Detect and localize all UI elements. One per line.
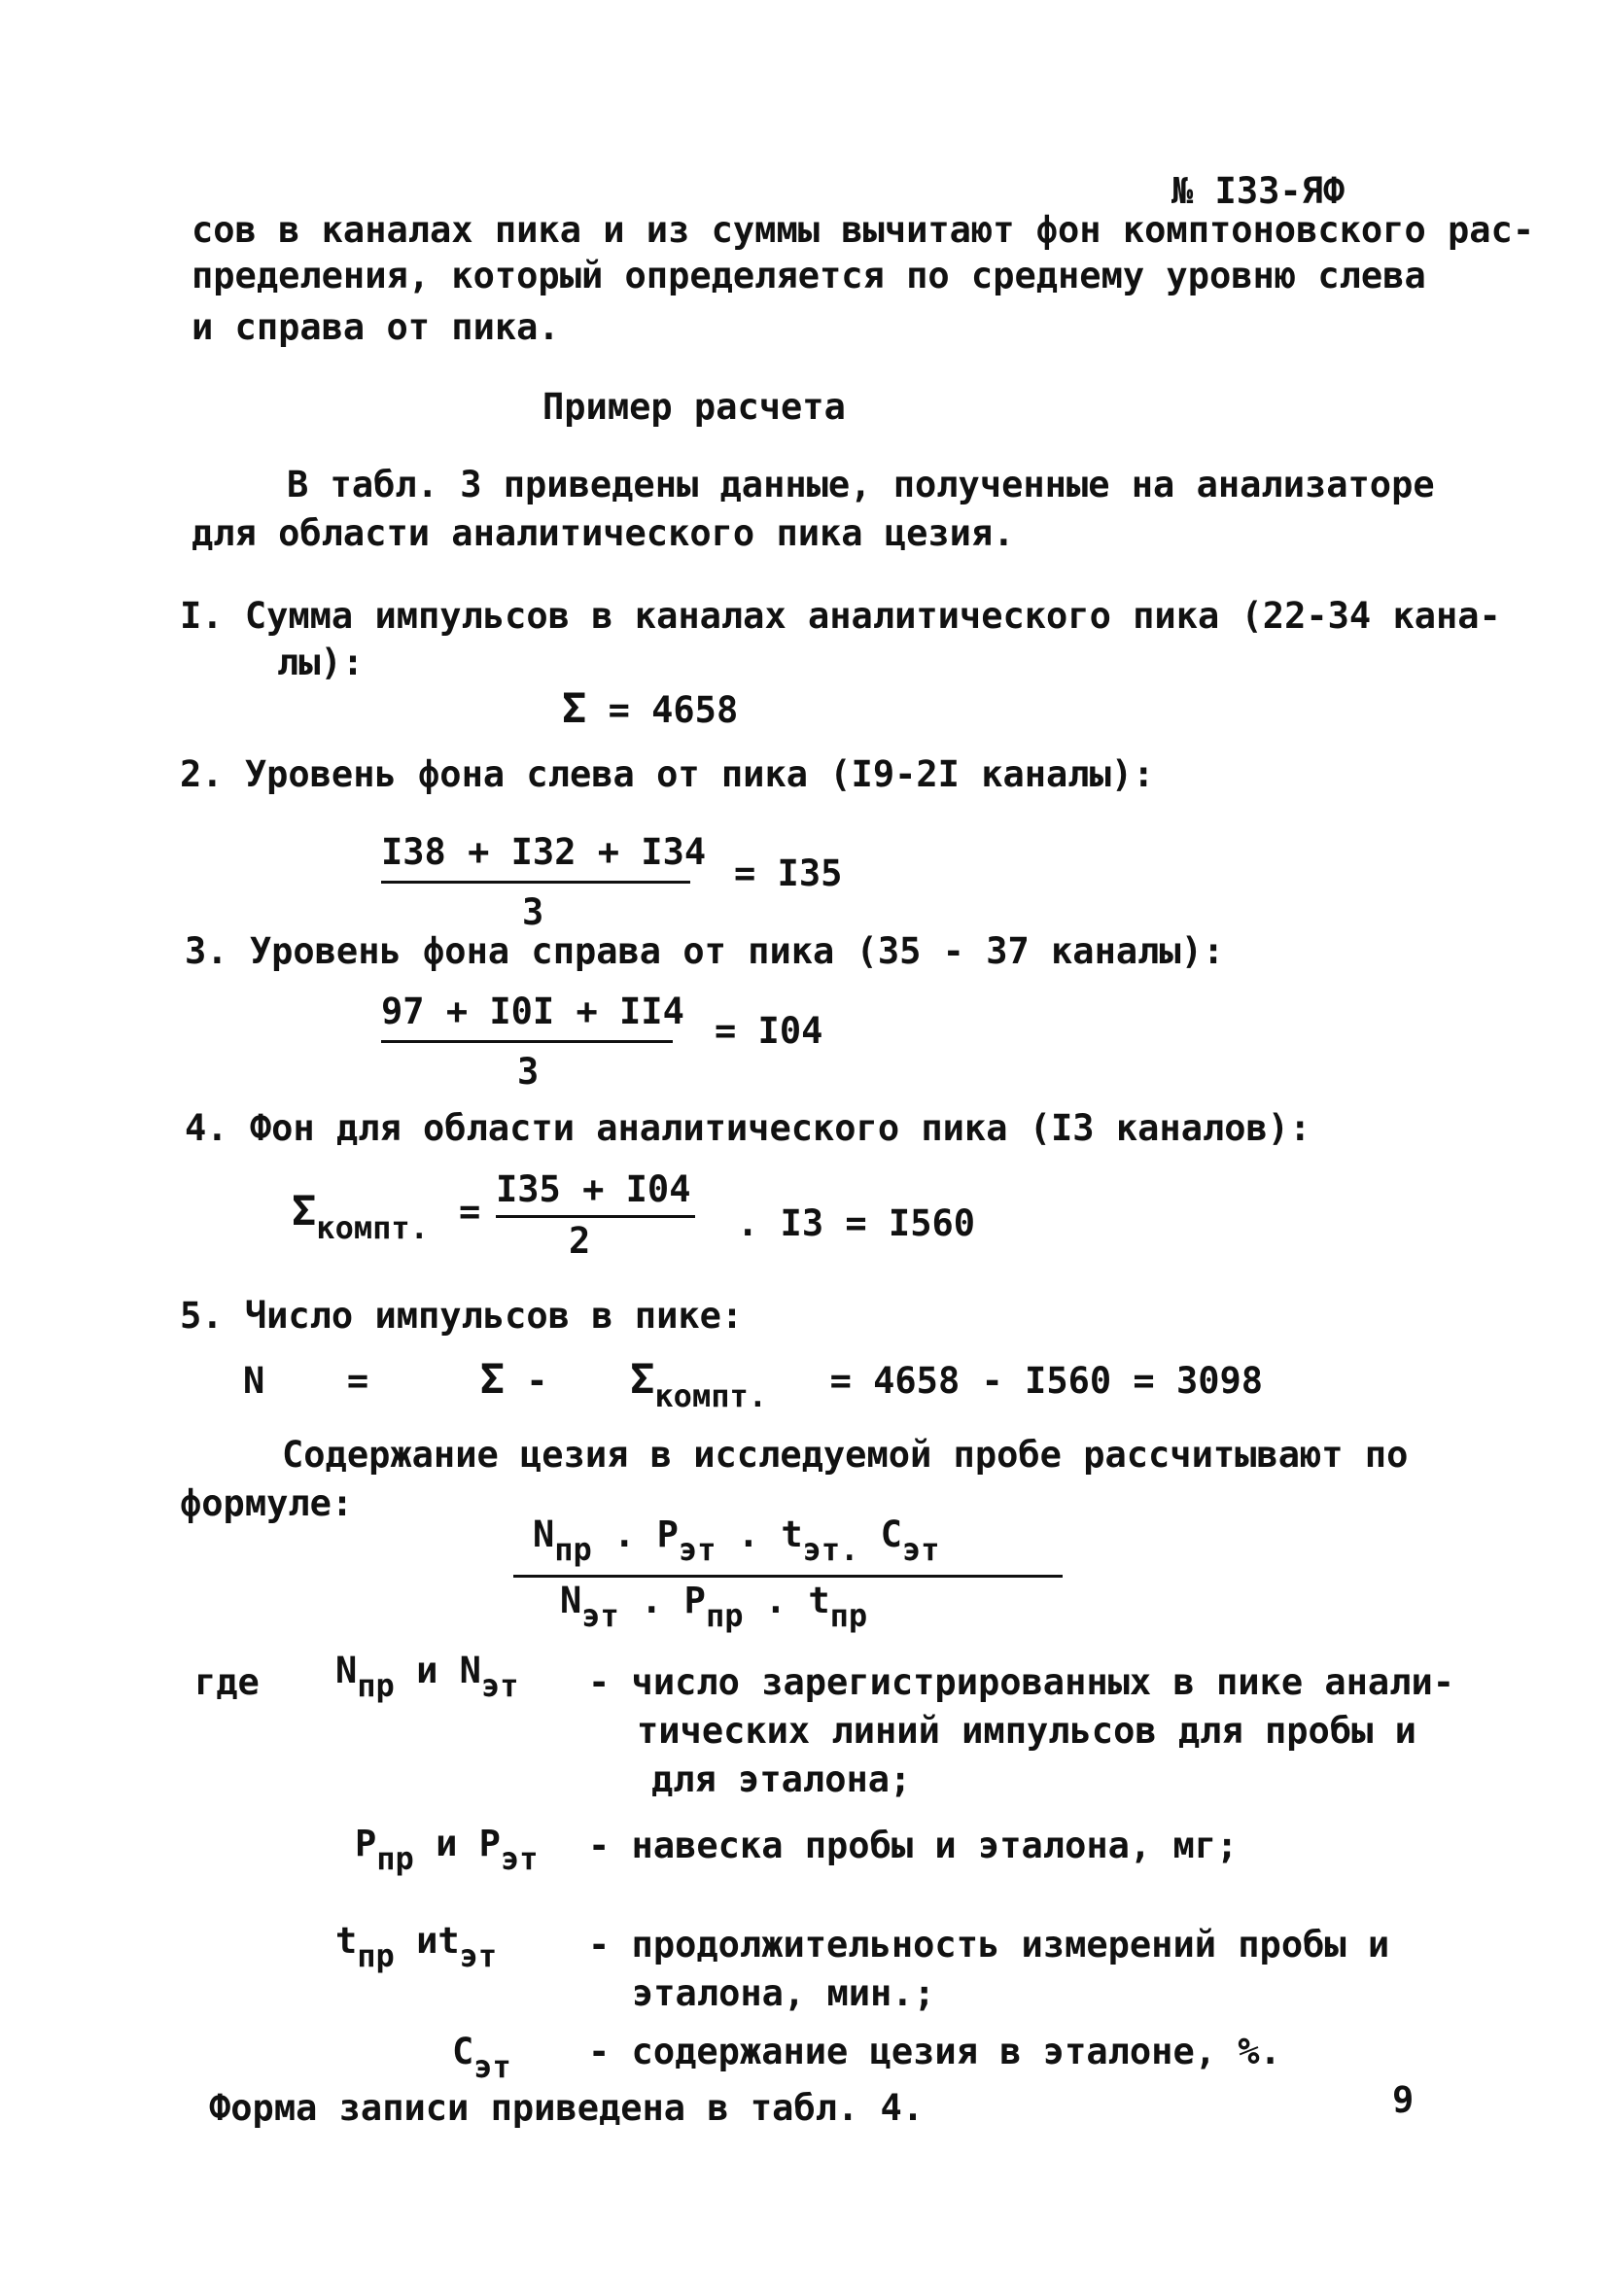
subscript-pr: пр <box>357 1937 395 1974</box>
definition-4-text: - содержание цезия в эталоне, %. <box>588 2031 1281 2072</box>
minus-sign: - <box>526 1360 548 1402</box>
step-1-line-2: лы): <box>277 642 365 683</box>
subscript-pr: пр <box>376 1840 414 1877</box>
step-2-fraction-bar <box>381 881 690 884</box>
step-3-fraction <box>381 993 692 1100</box>
sum-value: = 4658 <box>608 689 739 731</box>
main-formula-numerator <box>533 1513 940 1568</box>
step-1-line-1: I. Сумма импульсов в каналах аналитического пика (22-34 кана- <box>180 595 1501 637</box>
subscript-et: эт <box>480 1667 519 1704</box>
step-3-result: = I04 <box>715 1010 823 1052</box>
step-2-text: 2. Уровень фона слева от пика (I9-2I каналы): <box>180 753 1155 795</box>
step-4-numerator: I35 + I04 <box>496 1168 691 1210</box>
intro-line-1: сов в каналах пика и из суммы вычитают фон комптоновского рас- <box>192 209 1535 251</box>
p-symbol: P <box>683 1580 706 1621</box>
p-symbol: P <box>656 1513 679 1555</box>
subscript-et: эт <box>678 1531 717 1568</box>
footer-note: Форма записи приведена в табл. 4. <box>209 2087 925 2129</box>
definition-1-line-3: для эталона; <box>651 1758 912 1800</box>
subscript-et: эт. <box>802 1531 859 1568</box>
main-formula-bar <box>513 1575 1063 1578</box>
dot-operator: . <box>737 1513 760 1555</box>
n-symbol: N <box>335 1650 358 1691</box>
dot-operator: . <box>613 1513 636 1555</box>
section-title: Пример расчета <box>542 386 846 428</box>
step-3-fraction-bar <box>381 1040 673 1043</box>
main-formula <box>513 1513 1067 1638</box>
sum-symbol: Σ <box>562 684 587 732</box>
step-4-result: . I3 = I560 <box>737 1202 976 1244</box>
conjunction: и <box>416 1650 438 1691</box>
step-2-result: = I35 <box>734 852 843 894</box>
subscript-pr: пр <box>554 1531 592 1568</box>
subscript-et: эт <box>901 1531 940 1568</box>
sum-compton-symbol: Σ <box>630 1355 655 1403</box>
definition-3-term <box>335 1920 498 1974</box>
table-ref-line-2: для области аналитического пика цезия. <box>192 512 1015 554</box>
equals-sign: = <box>346 1360 369 1402</box>
step-5-formula <box>243 1355 1264 1414</box>
definition-1-line-1: - число зарегистрированных в пике анали- <box>588 1661 1455 1703</box>
dot-operator: . <box>641 1580 663 1621</box>
page-number: 9 <box>1392 2079 1415 2121</box>
step-5-result: = 4658 - I560 = 3098 <box>829 1360 1264 1402</box>
document-number: № I33-ЯФ <box>1171 170 1346 212</box>
dot-operator: . <box>764 1580 787 1621</box>
n-symbol: N <box>560 1580 582 1621</box>
definition-2-text: - навеска пробы и эталона, мг; <box>588 1825 1239 1866</box>
definition-1-term <box>335 1650 519 1704</box>
compton-subscript: компт. <box>654 1377 767 1414</box>
p-symbol: P <box>478 1823 501 1864</box>
subscript-pr: пр <box>829 1597 868 1634</box>
step-2-numerator: I38 + I32 + I34 <box>381 831 707 873</box>
step-4-equals: = <box>459 1191 481 1233</box>
where-label: где <box>194 1661 260 1703</box>
subscript-et: эт <box>500 1840 539 1877</box>
content-line-1: Содержание цезия в исследуемой пробе рассчитывают по <box>282 1434 1409 1476</box>
main-formula-denominator <box>560 1580 868 1634</box>
subscript-pr: пр <box>357 1667 395 1704</box>
conjunction: и <box>416 1920 438 1962</box>
intro-line-2: пределения, который определяется по среднему уровню слева <box>192 255 1426 296</box>
step-4-lhs <box>292 1187 429 1246</box>
definition-2-term <box>355 1823 539 1877</box>
step-4-fraction <box>496 1168 710 1278</box>
c-symbol: C <box>452 2031 474 2072</box>
t-symbol: t <box>808 1580 830 1621</box>
step-3-numerator: 97 + I0I + II4 <box>381 991 684 1032</box>
content-line-2: формуле: <box>180 1482 354 1524</box>
subscript-et: эт <box>581 1597 619 1634</box>
table-ref-line-1: В табл. 3 приведены данные, полученные на анализаторе <box>287 464 1435 505</box>
definition-3-line-1: - продолжительность измерений пробы и <box>588 1924 1390 1966</box>
step-2-fraction <box>381 831 707 941</box>
intro-line-3: и справа от пика. <box>192 306 560 348</box>
step-4-fraction-bar <box>496 1215 695 1218</box>
conjunction: и <box>436 1823 458 1864</box>
subscript-et: эт <box>473 2048 511 2085</box>
t-symbol: t <box>781 1513 803 1555</box>
sum-symbol: Σ <box>292 1187 317 1235</box>
compton-subscript: компт. <box>316 1209 429 1246</box>
step-4-text: 4. Фон для области аналитического пика (I3 каналов): <box>185 1107 1311 1149</box>
n-symbol: N <box>243 1360 265 1402</box>
definition-4-term <box>452 2031 511 2085</box>
t-symbol: t <box>335 1920 358 1962</box>
c-symbol: C <box>880 1513 902 1555</box>
subscript-et: эт <box>459 1937 498 1974</box>
definition-3-line-2: эталона, мин.; <box>632 1972 935 2014</box>
step-5-text: 5. Число импульсов в пике: <box>180 1295 744 1337</box>
subscript-pr: пр <box>705 1597 744 1634</box>
definition-1-line-2: тических линий импульсов для пробы и <box>637 1710 1416 1752</box>
p-symbol: P <box>355 1823 377 1864</box>
step-1-formula <box>562 684 739 732</box>
t-symbol: t <box>437 1920 460 1962</box>
step-4-denominator: 2 <box>569 1220 591 1262</box>
step-3-denominator: 3 <box>517 1051 540 1093</box>
step-2-denominator: 3 <box>522 891 544 933</box>
step-3-text: 3. Уровень фона справа от пика (35 - 37 каналы): <box>185 930 1225 972</box>
n-symbol: N <box>459 1650 481 1691</box>
n-symbol: N <box>533 1513 555 1555</box>
sum-symbol: Σ <box>479 1355 505 1403</box>
